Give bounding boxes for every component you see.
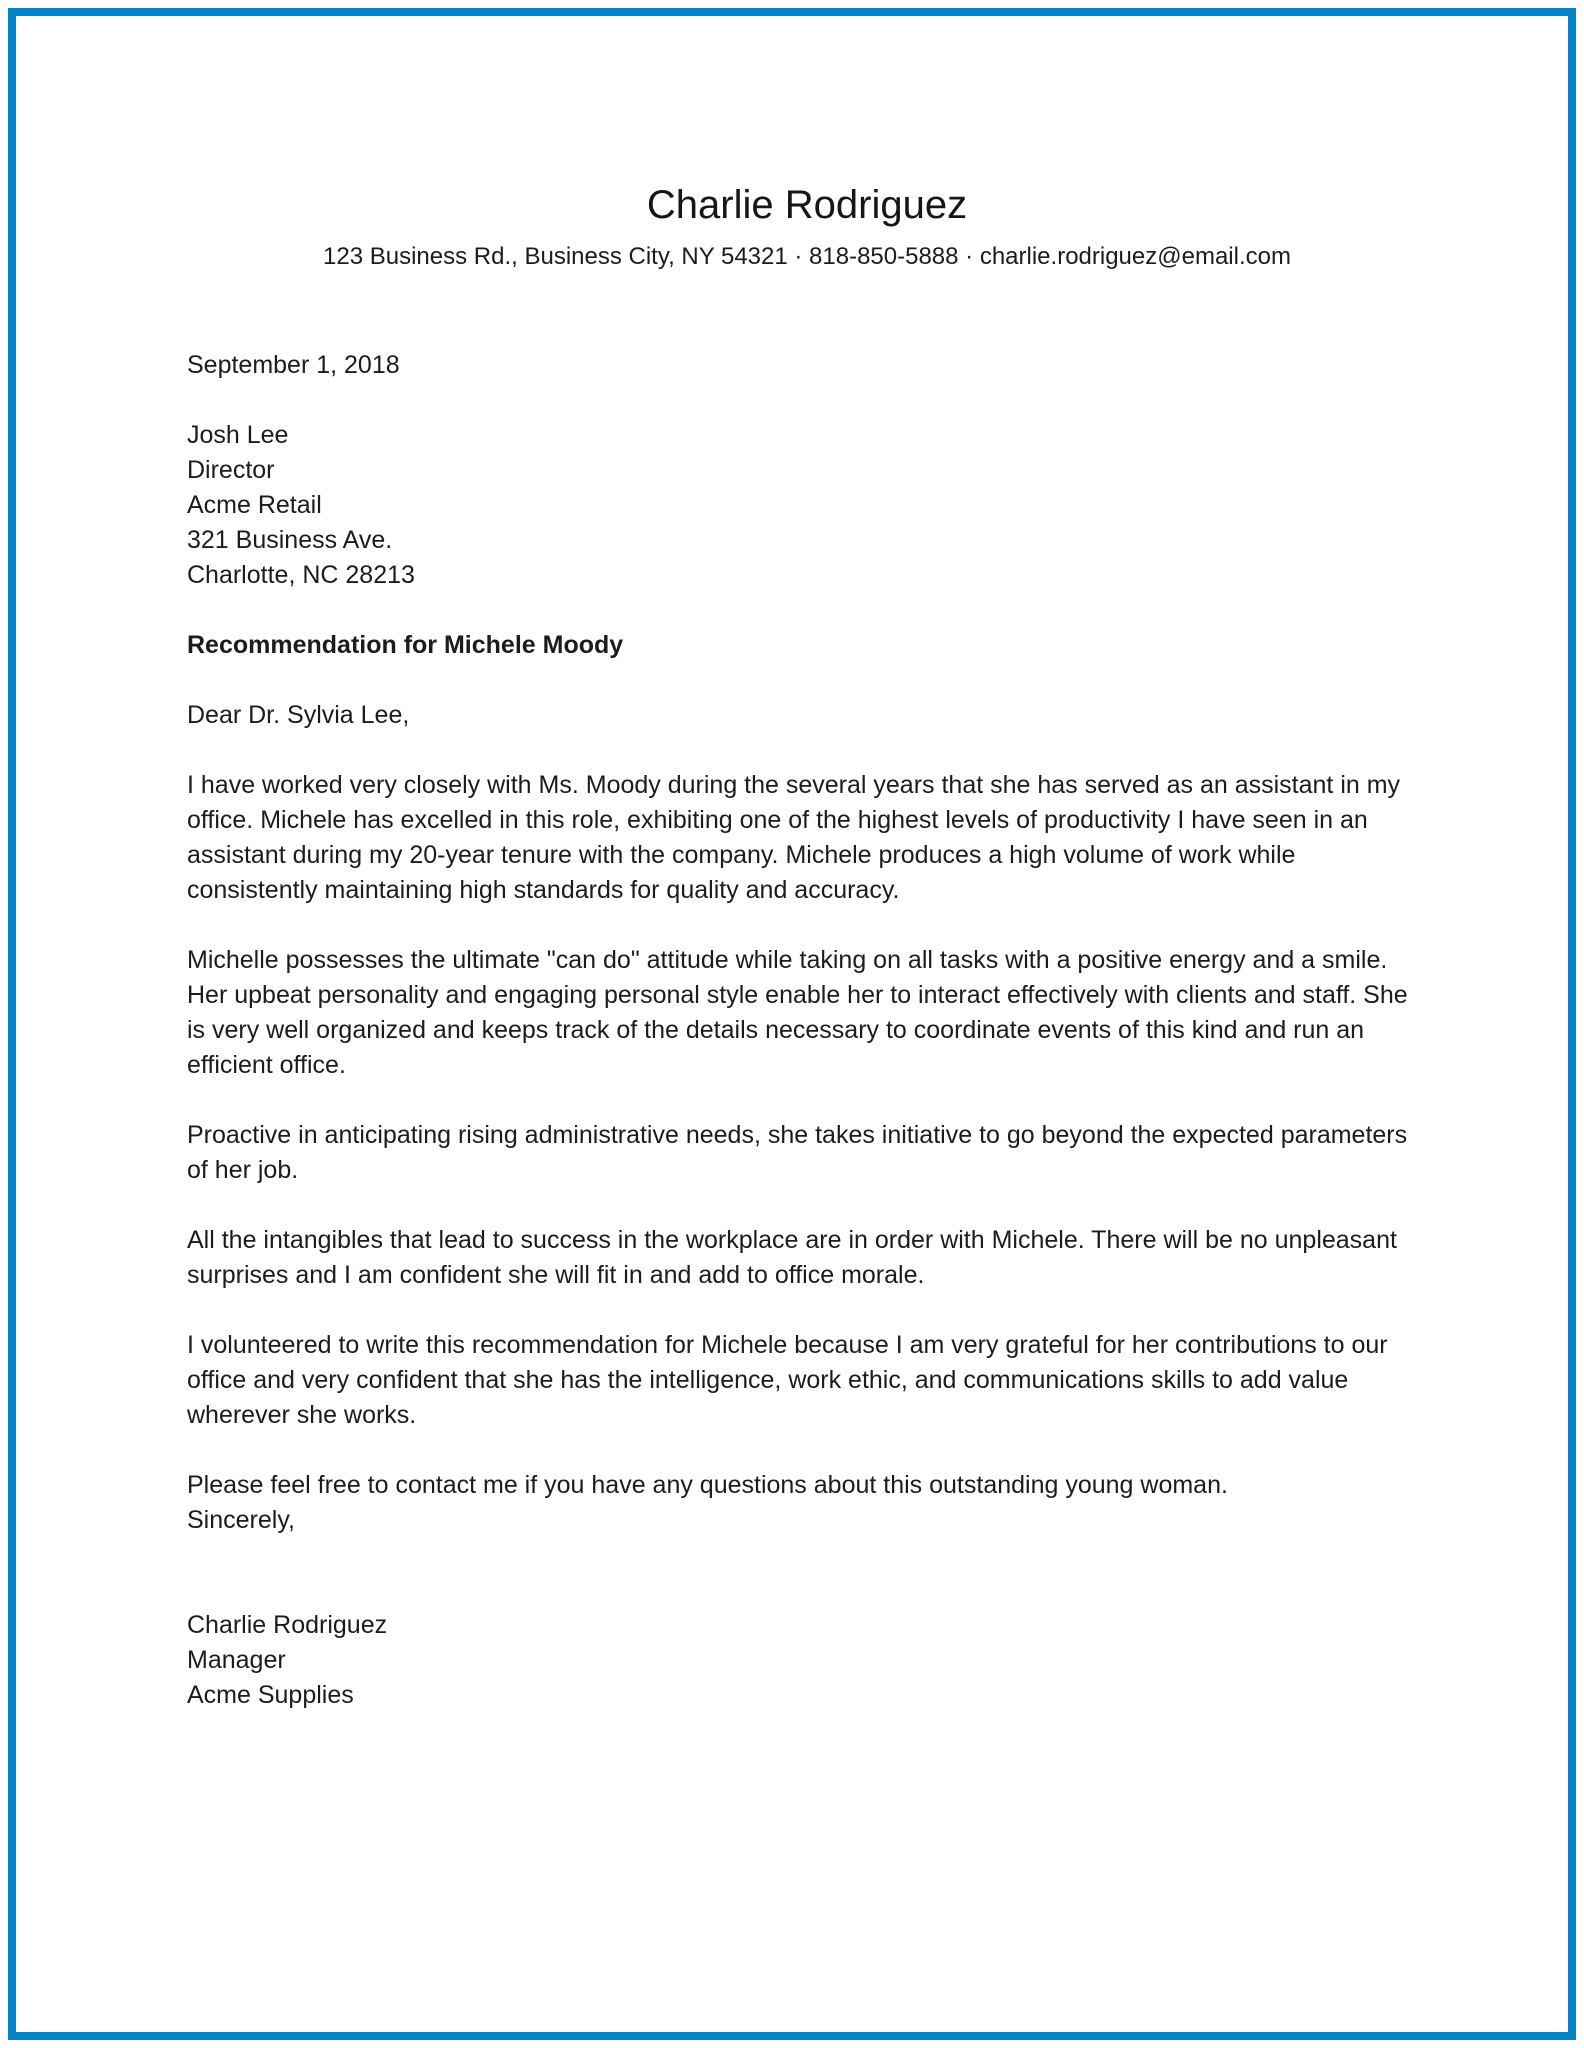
paragraph: Proactive in anticipating rising administrative needs, she takes initiative to go beyond the expected parameters of her job. xyxy=(187,1121,1408,1184)
signature-block xyxy=(187,1608,1427,1713)
sender-contact-line: 123 Business Rd., Business City, NY 54321 · 818-850-5888 · charlie.rodriguez@email.com xyxy=(323,243,1291,270)
recipient-block xyxy=(187,418,1427,593)
closing-sincerely: Sincerely, xyxy=(187,1506,295,1534)
paragraph: I have worked very closely with Ms. Moody during the several years that she has served as an assistant in my office. Michele has excelled in this role, exhibiting one of the highest levels of productivity I have seen in an assistant during my 20-year tenure with the company. Michele produces a high volume of work while consistently maintaining high standards for quality and accuracy. xyxy=(187,771,1401,904)
subject-line: Recommendation for Michele Moody xyxy=(187,631,624,659)
paragraph: Michelle possesses the ultimate "can do" attitude while taking on all tasks with a positive energy and a smile. Her upbeat personality and engaging personal style enable her to interact effectively with clients and staff. She is very well organized and keeps track of the details necessary to coordinate events of this kind and run an efficient office. xyxy=(187,946,1408,1079)
signature-name: Charlie Rodriguez xyxy=(187,1611,388,1639)
letter-content xyxy=(0,182,1584,1713)
paragraph: All the intangibles that lead to success in the workplace are in order with Michele. There will be no unpleasant surprises and I am confident she will fit in and add to office morale. xyxy=(187,1226,1397,1289)
recipient-title: Director xyxy=(187,456,275,484)
closing-line: Please feel free to contact me if you have any questions about this outstanding young woman. xyxy=(187,1471,1228,1499)
closing-block xyxy=(187,1468,1427,1538)
sender-name: Charlie Rodriguez xyxy=(646,183,968,227)
signature-company: Acme Supplies xyxy=(187,1681,354,1709)
salutation: Dear Dr. Sylvia Lee, xyxy=(187,701,410,729)
recipient-name: Josh Lee xyxy=(187,421,289,449)
recipient-street: 321 Business Ave. xyxy=(187,526,393,554)
recipient-company: Acme Retail xyxy=(187,491,322,519)
letter-header xyxy=(187,182,1427,272)
paragraph: I volunteered to write this recommendation for Michele because I am very grateful for her contributions to our office and very confident that she has the intelligence, work ethic, and communications skills to add value wherever she works. xyxy=(187,1331,1388,1429)
signature-title: Manager xyxy=(187,1646,286,1674)
letter-date: September 1, 2018 xyxy=(187,351,400,379)
recipient-city: Charlotte, NC 28213 xyxy=(187,561,415,589)
